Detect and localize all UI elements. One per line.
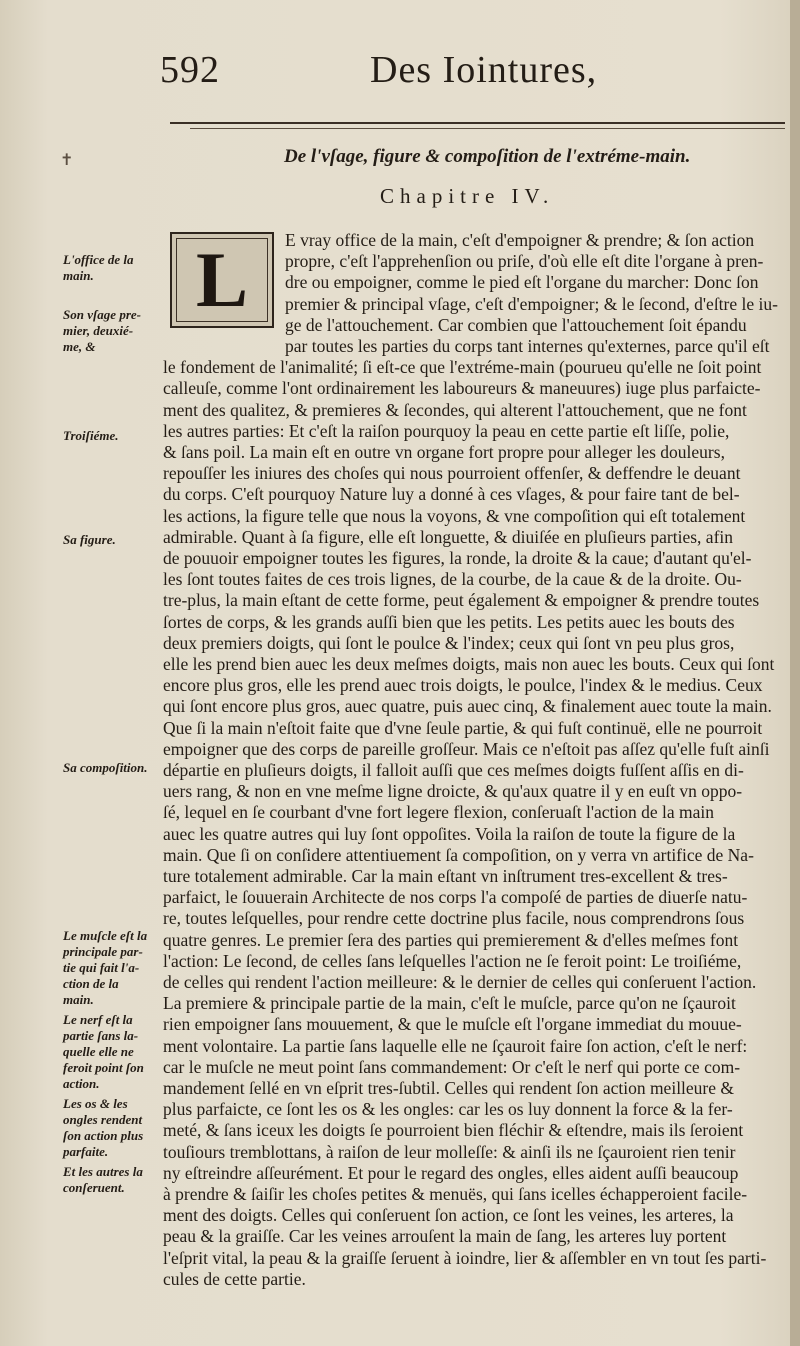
- text-line: ture totalement admirable. Car la main eſtant vn inſtrument tres-excellent & tres-: [163, 866, 728, 886]
- text-line: de pouuoir empoigner toutes les figures, la ronde, la droite & la caue; d'autant qu'el-: [163, 548, 752, 568]
- text-line: rien empoigner ſans mouuement, & que le muſcle eſt l'organe immediat du mouue-: [163, 1014, 742, 1035]
- text-line: premier & principal vſage, c'eſt d'empoigner; & le ſecond, d'eſtre le iu-: [285, 293, 778, 314]
- text-line: uers rang, & non en vne meſme ligne droicte, & qu'aux quatre il y en euſt vn oppo-: [163, 781, 743, 802]
- margin-note: L'office de la: [63, 252, 134, 267]
- text-line: encore plus gros, elle les prend auec trois doigts, le poulce, l'index & le medius. Ceux: [163, 675, 763, 696]
- header-rule: [170, 122, 785, 124]
- text-line: calleuſe, comme l'ont ordinairement les laboureurs & maneuures) iuge plus parfaicte-: [163, 378, 761, 399]
- text-line: re, toutes leſquelles, pour rendre cette doctrine plus facile, nous comprendrons ſous: [163, 908, 745, 929]
- text-line: ſortes de corps, & les grands auſſi bien que les petits. Les petits auec les bouts des: [163, 611, 735, 632]
- margin-note: Troiſiéme.: [63, 428, 119, 443]
- text-line: repouſſer les iniures des choſes qui nous pourroient offenſer, & deffendre le deuant: [163, 463, 741, 484]
- margin-mark: ✝: [60, 152, 74, 169]
- margin-note: mier, deuxié-: [63, 323, 134, 338]
- chapter-heading: Chapitre IV.: [380, 184, 555, 208]
- text-line: à prendre & ſaiſir les choſes petites & menuës, qui ſans icelles échapperoient facile-: [163, 1184, 748, 1204]
- margin-note: me, &: [63, 339, 96, 354]
- margin-note: ction de la: [63, 976, 119, 991]
- text-line: admirable. Quant à ſa figure, elle eſt longuette, & diuiſée en pluſieurs parties, afin: [163, 526, 734, 547]
- text-line: ny eſtreindre aſſeurément. Et pour le regard des ongles, elles aident auſſi beaucoup: [163, 1162, 739, 1183]
- text-line: auec les quatre autres qui luy ſont oppoſites. Voila la raiſon de toute la figure de la: [163, 823, 736, 844]
- margin-note: Le muſcle eſt la: [63, 928, 148, 943]
- margin-note: Les os & les: [63, 1096, 128, 1111]
- text-line: qui ſont encore plus gros, auec quatre, puis auec cinq, & finalement auec toute la main.: [163, 696, 772, 717]
- margin-note: Et les autres la: [63, 1164, 143, 1179]
- margin-note: principale par-: [63, 944, 143, 959]
- text-line: les autres parties: Et c'eſt la raiſon pourquoy la peau en cette partie eſt liſſe, polie,: [163, 420, 730, 441]
- text-line: ſé, lequel en ſe courbant d'vne fort legere flexion, conſeruaſt l'action de la main: [163, 802, 715, 823]
- text-line: ge de l'attouchement. Car combien que l'attouchement ſoit épandu: [285, 314, 747, 335]
- margin-note: Son vſage pre-: [63, 307, 141, 322]
- text-line: les actions, la figure telle que nous la voyons, & vne compoſition qui eſt totalement: [163, 505, 746, 526]
- text-line: empoigner que des corps de pareille groſſeur. Mais ce n'eſtoit pas aſſez qu'elle fuſt ainſi: [163, 738, 770, 759]
- text-line: car le muſcle ne meut point ſans commandement: Or c'eſt le nerf qui porte ce com-: [163, 1056, 741, 1077]
- text-line: du corps. C'eſt pourquoy Nature luy a donné à ces vſages, & pour faire tant de bel-: [163, 484, 740, 505]
- margin-note: tie qui fait l'a-: [63, 960, 140, 975]
- page-edge: [790, 0, 800, 1346]
- header-rule-thin: [190, 128, 785, 129]
- text-line: ment des doigts. Celles qui conſeruent ſon action, ce ſont les veines, les arteres, la: [163, 1205, 734, 1226]
- margin-note: partie ſans la-: [63, 1028, 139, 1043]
- text-line: elle les prend bien auec les deux meſmes doigts, mais non auec les bouts. Ceux qui ſont: [163, 654, 775, 674]
- margin-note: feroit point ſon: [63, 1060, 144, 1075]
- text-line: cules de cette partie.: [163, 1268, 306, 1289]
- text-line: plus parfaicte, ce ſont les os & les ongles: car les os luy donnent la force & la fer-: [163, 1099, 733, 1120]
- text-line: dre ou empoigner, comme le pied eſt l'organe du marcher: Donc ſon: [285, 272, 759, 293]
- text-line: quatre genres. Le premier ſera des parties qui premierement & d'elles meſmes font: [163, 929, 739, 950]
- text-line: de celles qui rendent l'action meilleure: & le dernier de celles qui conſeruent l'action.: [163, 972, 757, 992]
- running-head: Des Iointures,: [370, 49, 598, 91]
- text-line: deux premiers doigts, qui ſont le poulce & l'index; ceux qui ſont vn peu plus gros,: [163, 632, 735, 653]
- margin-note: main.: [63, 992, 94, 1007]
- text-line: propre, c'eſt l'apprehenſion ou priſe, d'où elle eſt dite l'organe à pren-: [285, 251, 764, 272]
- text-line: La premiere & principale partie de la main, c'eſt le muſcle, parce qu'on ne ſçauroit: [163, 993, 736, 1014]
- text-line: l'action: Le ſecond, de celles ſans leſquelles l'action ne ſe feroit point: Le troiſiéme,: [163, 950, 742, 971]
- drop-cap-letter: L: [195, 236, 249, 323]
- text-line: par toutes les parties du corps tant internes qu'externes, parce qu'il eſt: [285, 336, 770, 356]
- margin-note: action.: [63, 1076, 100, 1091]
- text-line: ment des qualitez, & premieres & ſecondes, qui alterent l'attouchement, que ne font: [163, 399, 747, 420]
- text-line: l'eſprit vital, la peau & la graiſſe ſeruent à ioindre, lier & aſſembler en vn tout ſes parti-: [163, 1247, 767, 1268]
- text-line: tre-plus, la main eſtant de cette forme, peut également & empoigner & prendre toutes: [163, 590, 760, 611]
- margin-note: Sa figure.: [63, 532, 116, 547]
- margin-note: ſon action plus: [63, 1128, 144, 1143]
- text-line: le fondement de l'animalité; ſi eſt-ce que l'extréme-main (pourueu qu'elle ne ſoit point: [163, 357, 762, 378]
- text-line: main. Que ſi on conſidere attentiuement ſa compoſition, on y verra vn artifice de Na-: [163, 844, 754, 865]
- text-line: E vray office de la main, c'eſt d'empoigner & prendre; & ſon action: [285, 230, 755, 250]
- text-line: départie en pluſieurs doigts, il falloit auſſi que ces meſmes doigts fuſſent aſſis en di-: [163, 760, 744, 780]
- text-line: meté, & ſans iceux les doigts ſe pourroient bien fléchir & eſtendre, mais ils ſeroient: [163, 1120, 744, 1141]
- margin-note: Le nerf eſt la: [63, 1012, 133, 1027]
- text-line: mandement ſellé en vn eſprit tres-ſubtil. Celles qui rendent ſon action meilleure &: [163, 1078, 735, 1098]
- section-title: De l'vſage, figure & compoſition de l'extréme-main.: [284, 146, 691, 167]
- margin-note: quelle elle ne: [63, 1044, 134, 1059]
- margin-note: Sa compoſition.: [63, 760, 148, 775]
- text-line: parfaict, le ſouuerain Architecte de nos corps l'a compoſé de parties de diuerſe natu-: [163, 887, 748, 908]
- margin-note: parfaite.: [63, 1144, 109, 1159]
- drop-cap-ornament: [170, 232, 274, 328]
- text-line: & ſans poil. La main eſt en outre vn organe fort propre pour alleger les douleurs,: [163, 442, 725, 462]
- margin-note: ongles rendent: [63, 1112, 143, 1127]
- margin-note: main.: [63, 268, 94, 283]
- text-line: ment volontaire. La partie ſans laquelle elle ne ſçauroit faire ſon action, c'eſt le nerf:: [163, 1035, 748, 1056]
- page-number: 592: [160, 49, 220, 91]
- text-line: les ſont toutes faites de ces trois lignes, de la courbe, de la caue & de la droite. Ou-: [163, 569, 742, 590]
- text-line: Que ſi la main n'eſtoit faite que d'vne ſeule partie, & qui fuſt continuë, elle ne pourroit: [163, 717, 763, 738]
- text-line: peau & la graiſſe. Car les veines arrouſent la main de ſang, les arteres luy portent: [163, 1226, 727, 1247]
- text-line: touſiours tremblottans, à raiſon de leur molleſſe: & ainſi ils ne ſçauroient rien tenir: [163, 1141, 736, 1162]
- margin-note: conſeruent.: [63, 1180, 125, 1195]
